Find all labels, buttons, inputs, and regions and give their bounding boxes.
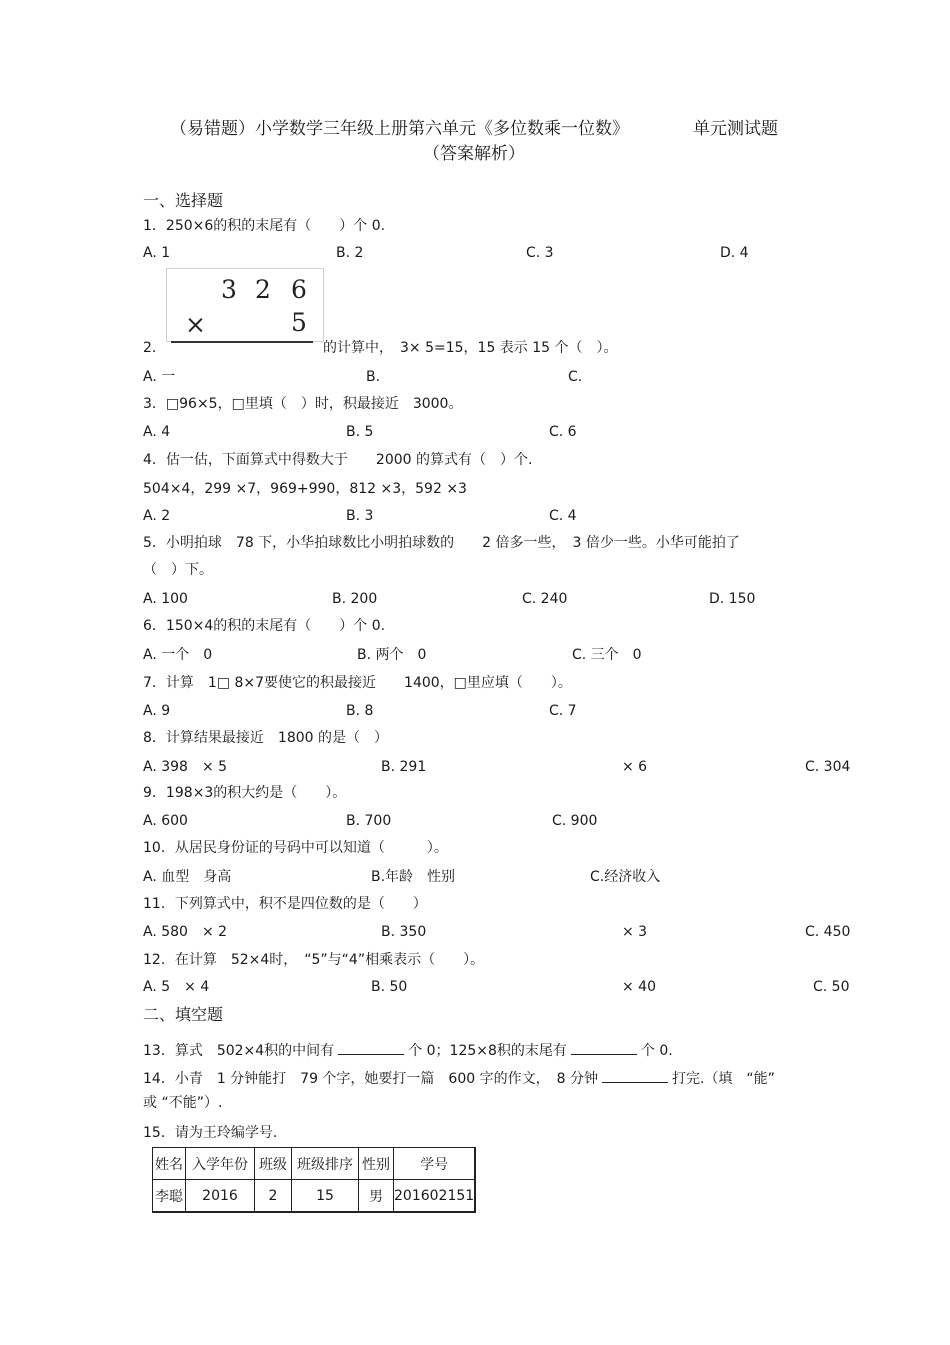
table-header-cell: 入学年份 xyxy=(186,1148,255,1180)
table-header-cell: 学号 xyxy=(394,1148,476,1180)
question-5-stem-cont: （ ）下。 xyxy=(143,562,213,578)
question-7-stem: 7．计算 1□ 8×7要使它的积最接近 1400，□里应填（ ）。 xyxy=(143,675,572,691)
question-6-stem: 6．150×4的积的末尾有（ ）个 0. xyxy=(143,618,386,634)
doc-title-suffix: 单元测试题 xyxy=(693,119,778,139)
q1-option-c[interactable]: C. 3 xyxy=(526,245,554,261)
q10-option-a[interactable]: A. 血型 身高 xyxy=(143,869,232,885)
q9-option-a[interactable]: A. 600 xyxy=(143,813,188,829)
q4-option-b[interactable]: B. 3 xyxy=(346,508,374,524)
q2-option-b[interactable]: B. xyxy=(366,369,381,385)
q2-option-c[interactable]: C. xyxy=(568,369,583,385)
q14-blank[interactable] xyxy=(602,1069,668,1083)
q3-option-a[interactable]: A. 4 xyxy=(143,424,171,440)
q13-text-2: 个 0；125×8积的末尾有 xyxy=(408,1043,567,1059)
q8-option-b-tail: × 6 xyxy=(622,759,648,775)
q13-blank-2[interactable] xyxy=(571,1041,637,1055)
vertical-digit: 2 xyxy=(255,275,271,304)
table-header-cell: 班级 xyxy=(255,1148,292,1180)
q13-blank-1[interactable] xyxy=(338,1041,404,1055)
q1-option-d[interactable]: D. 4 xyxy=(720,245,749,261)
question-2-number: 2． xyxy=(143,340,166,356)
table-header-row xyxy=(153,1148,476,1180)
table-cell: 201602151 xyxy=(394,1180,476,1213)
q11-option-a[interactable]: A. 580 × 2 xyxy=(143,924,228,940)
question-2-stem: 的计算中， 3× 5=15，15 表示 15 个（ ）。 xyxy=(323,340,618,356)
q3-option-c[interactable]: C. 6 xyxy=(549,424,577,440)
q3-option-b[interactable]: B. 5 xyxy=(346,424,374,440)
section-heading-choice: 一、选择题 xyxy=(143,191,224,210)
question-8-stem: 8．计算结果最接近 1800 的是（ ） xyxy=(143,730,388,746)
q6-option-c[interactable]: C. 三个 0 xyxy=(572,647,642,663)
q14-text-1: 14．小青 1 分钟能打 79 个字，她要打一篇 600 字的作文， 8 分钟 xyxy=(143,1071,598,1087)
q9-option-b[interactable]: B. 700 xyxy=(346,813,392,829)
q13-text-3: 个 0. xyxy=(640,1043,673,1059)
q14-text-2: 打完.（填 “能” xyxy=(671,1071,775,1087)
question-10-stem: 10．从居民身份证的号码中可以知道（ ）。 xyxy=(143,840,448,856)
question-9-stem: 9．198×3的积大约是（ ）。 xyxy=(143,785,347,801)
q8-option-a[interactable]: A. 398 × 5 xyxy=(143,759,228,775)
table-cell: 15 xyxy=(292,1180,359,1213)
question-3-stem: 3．□96×5，□里填（ ）时，积最接近 3000。 xyxy=(143,396,463,412)
q10-option-c[interactable]: C.经济收入 xyxy=(590,869,661,885)
q7-option-b[interactable]: B. 8 xyxy=(346,703,374,719)
q1-option-a[interactable]: A. 1 xyxy=(143,245,171,261)
q4-expressions: 504×4，299 ×7，969+990，812 ×3，592 ×3 xyxy=(143,481,467,497)
q7-option-a[interactable]: A. 9 xyxy=(143,703,171,719)
vertical-digit: 3 xyxy=(221,275,237,304)
table-header-cell: 班级排序 xyxy=(292,1148,359,1180)
vertical-digit: 6 xyxy=(291,275,307,304)
q11-option-c[interactable]: C. 450 xyxy=(805,924,851,940)
q9-option-c[interactable]: C. 900 xyxy=(552,813,598,829)
table-cell: 男 xyxy=(359,1180,394,1213)
table-cell: 李聪 xyxy=(153,1180,186,1213)
question-12-stem: 12．在计算 52×4时， “5”与“4”相乘表示（ ）。 xyxy=(143,952,485,968)
q12-option-b[interactable]: B. 50 xyxy=(371,979,408,995)
table-cell: 2016 xyxy=(186,1180,255,1213)
q2-option-a[interactable]: A. 一 xyxy=(143,369,176,385)
question-14 xyxy=(143,1069,775,1086)
q5-option-c[interactable]: C. 240 xyxy=(522,591,568,607)
q5-option-d[interactable]: D. 150 xyxy=(709,591,756,607)
question-14-cont: 或 “不能”）. xyxy=(143,1095,223,1111)
q7-option-c[interactable]: C. 7 xyxy=(549,703,577,719)
q11-option-b[interactable]: B. 350 xyxy=(381,924,427,940)
question-4-stem: 4．估一估，下面算式中得数大于 2000 的算式有（ ）个. xyxy=(143,452,533,468)
table-cell: 2 xyxy=(255,1180,292,1213)
q13-text-1: 13．算式 502×4积的中间有 xyxy=(143,1043,335,1059)
q6-option-b[interactable]: B. 两个 0 xyxy=(357,647,427,663)
q4-option-c[interactable]: C. 4 xyxy=(549,508,577,524)
question-15-stem: 15．请为王玲编学号. xyxy=(143,1125,278,1141)
q12-option-b-tail: × 40 xyxy=(622,979,656,995)
doc-title-line2: （答案解析） xyxy=(423,144,525,164)
q12-option-a[interactable]: A. 5 × 4 xyxy=(143,979,210,995)
table-row xyxy=(153,1180,476,1213)
vertical-rule xyxy=(171,341,313,343)
multiply-sign: × xyxy=(185,310,206,339)
q5-option-b[interactable]: B. 200 xyxy=(332,591,378,607)
doc-title-line1: （易错题）小学数学三年级上册第六单元《多位数乘一位数》 xyxy=(170,119,629,139)
student-id-table xyxy=(152,1147,476,1213)
q2-vertical-multiplication xyxy=(166,268,324,342)
table-header-cell: 姓名 xyxy=(153,1148,186,1180)
question-5-stem: 5．小明拍球 78 下，小华拍球数比小明拍球数的 2 倍多一些， 3 倍少一些。小华可能拍了 xyxy=(143,535,740,551)
question-13 xyxy=(143,1041,673,1058)
section-heading-fill: 二、填空题 xyxy=(143,1005,224,1024)
q4-option-a[interactable]: A. 2 xyxy=(143,508,171,524)
q5-option-a[interactable]: A. 100 xyxy=(143,591,188,607)
q11-option-b-tail: × 3 xyxy=(622,924,648,940)
q1-option-b[interactable]: B. 2 xyxy=(336,245,364,261)
q6-option-a[interactable]: A. 一个 0 xyxy=(143,647,213,663)
q8-option-c[interactable]: C. 304 xyxy=(805,759,851,775)
q10-option-b[interactable]: B.年龄 性别 xyxy=(371,869,456,885)
q8-option-b[interactable]: B. 291 xyxy=(381,759,427,775)
question-1-stem: 1．250×6的积的末尾有（ ）个 0. xyxy=(143,218,386,234)
q12-option-c[interactable]: C. 50 xyxy=(813,979,850,995)
table-header-cell: 性别 xyxy=(359,1148,394,1180)
question-11-stem: 11．下列算式中，积不是四位数的是（ ） xyxy=(143,896,427,912)
vertical-digit: 5 xyxy=(291,308,307,337)
